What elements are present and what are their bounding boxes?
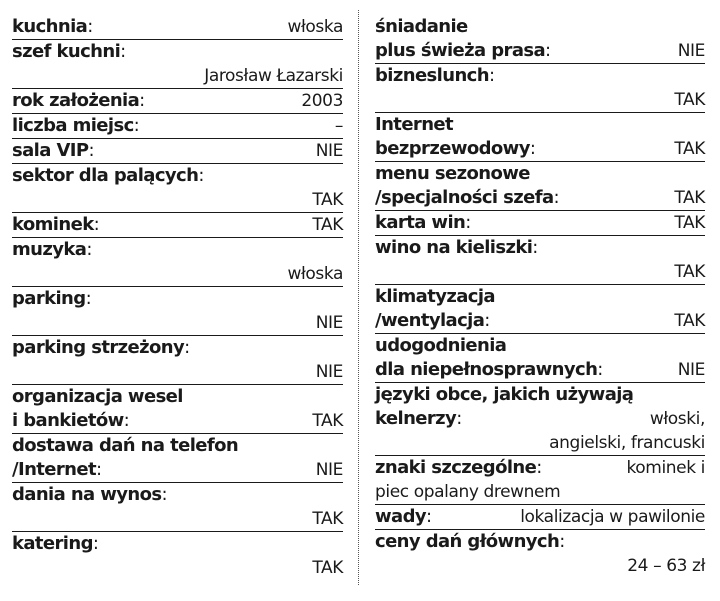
entry-line <box>12 15 343 39</box>
entry-line <box>375 309 705 333</box>
label-colon: : <box>488 65 496 86</box>
label-colon: : <box>529 138 536 159</box>
label-colon: : <box>184 337 191 358</box>
info-entry <box>12 89 343 114</box>
entry-value-continued: piec opalany drewnem <box>375 482 561 502</box>
entry-label: sala VIP <box>12 140 89 161</box>
entry-label: menu sezonowe <box>375 163 530 184</box>
label-colon: : <box>198 165 205 186</box>
label-colon: : <box>85 288 92 309</box>
entry-label: Internet <box>375 114 454 135</box>
entry-line <box>375 530 705 554</box>
entry-line <box>375 285 705 309</box>
entry-line <box>375 358 705 382</box>
entry-line <box>375 505 705 529</box>
entry-value: NIE <box>315 313 343 333</box>
entry-value: – <box>334 116 343 136</box>
entry-line <box>375 39 705 63</box>
column-divider <box>358 10 359 585</box>
entry-value-line <box>12 507 343 531</box>
entry-value-line <box>12 64 343 88</box>
entry-value: 2003 <box>301 91 343 111</box>
entry-line <box>12 139 343 163</box>
entry-label: wady <box>375 506 426 527</box>
entry-line <box>375 456 705 480</box>
entry-label: znaki szczególne <box>375 457 537 478</box>
entry-label: katering <box>12 533 93 554</box>
entry-label: muzyka <box>12 239 87 260</box>
info-entry <box>12 532 343 580</box>
info-entry <box>12 213 343 238</box>
entry-line <box>12 287 343 311</box>
entry-value: Jarosław Łazarski <box>204 66 343 86</box>
entry-value: 24 – 63 zł <box>627 556 705 576</box>
entry-line <box>12 483 343 507</box>
label-colon: : <box>120 41 127 62</box>
entry-value-line <box>12 311 343 335</box>
entry-line <box>375 113 705 137</box>
entry-line <box>12 238 343 262</box>
entry-label: /wentylacja <box>375 310 485 331</box>
entry-value: TAK <box>312 411 343 431</box>
info-entry <box>375 530 705 578</box>
entry-value-line <box>375 480 705 504</box>
entry-label: liczba miejsc <box>12 115 134 136</box>
entry-value: TAK <box>312 509 343 529</box>
label-colon: : <box>426 506 433 527</box>
entry-value: TAK <box>674 262 705 282</box>
entry-value: TAK <box>674 311 705 331</box>
entry-label: wino na kieliszki <box>375 237 533 258</box>
entry-label: śniadanie <box>375 16 468 37</box>
entry-line <box>12 458 343 482</box>
label-colon: : <box>96 459 103 480</box>
entry-value: NIE <box>677 360 705 380</box>
info-entry <box>12 287 343 336</box>
entry-label: i bankietów <box>12 410 124 431</box>
entry-label: klimatyzacja <box>375 286 495 307</box>
entry-label: plus świeża prasa <box>375 40 546 61</box>
label-colon: : <box>536 457 543 478</box>
info-entry <box>375 334 705 383</box>
entry-label: karta win <box>375 212 466 233</box>
entry-label: bizneslunch <box>375 65 489 86</box>
entry-label: parking strzeżony <box>12 337 185 358</box>
entry-line <box>12 40 343 64</box>
label-colon: : <box>92 533 99 554</box>
label-colon: : <box>545 40 552 61</box>
entry-line <box>375 236 705 260</box>
label-colon: : <box>87 16 94 37</box>
entry-line <box>12 336 343 360</box>
entry-label: bezprzewodowy <box>375 138 530 159</box>
label-colon: : <box>86 239 93 260</box>
info-entry <box>12 238 343 287</box>
entry-label: /Internet <box>12 459 97 480</box>
entry-line <box>375 211 705 235</box>
entry-label: kominek <box>12 214 94 235</box>
entry-line <box>375 334 705 358</box>
info-entry <box>12 483 343 532</box>
entry-value: NIE <box>315 141 343 161</box>
entry-value-line <box>375 431 705 455</box>
entry-line <box>12 114 343 138</box>
label-colon: : <box>532 237 539 258</box>
entry-label: dostawa dań na telefon <box>12 435 239 456</box>
entry-value: lokalizacja w pawilonie <box>520 507 705 527</box>
label-colon: : <box>123 410 130 431</box>
info-entry <box>375 162 705 211</box>
info-entry <box>12 114 343 139</box>
info-entry <box>12 336 343 385</box>
entry-line <box>12 434 343 458</box>
info-entry <box>375 15 705 64</box>
entry-value-line <box>12 262 343 286</box>
info-entry <box>375 456 705 505</box>
info-entry <box>375 64 705 113</box>
label-colon: : <box>456 408 463 429</box>
entry-value: TAK <box>312 215 343 235</box>
entry-value: TAK <box>674 139 705 159</box>
entry-label: rok założenia <box>12 90 140 111</box>
entry-label: udogodnienia <box>375 335 507 356</box>
label-colon: : <box>139 90 146 111</box>
label-colon: : <box>133 115 140 136</box>
entry-value: TAK <box>674 188 705 208</box>
entry-line <box>375 15 705 39</box>
entry-value-line <box>12 188 343 212</box>
entry-label: języki obce, jakich używają <box>375 384 634 405</box>
entry-value-line <box>375 554 705 578</box>
entry-label: sektor dla palących <box>12 165 199 186</box>
entry-value-line <box>12 360 343 384</box>
entry-label: ceny dań głównych <box>375 531 560 552</box>
info-entry <box>375 113 705 162</box>
entry-value-line <box>375 260 705 284</box>
entry-value-line <box>12 556 343 580</box>
label-colon: : <box>559 531 566 552</box>
info-entry <box>375 236 705 285</box>
entry-value: TAK <box>312 558 343 578</box>
entry-line <box>375 162 705 186</box>
entry-line <box>375 64 705 88</box>
entry-value: włoski, <box>649 409 705 429</box>
entry-label: organizacja wesel <box>12 386 183 407</box>
info-entry <box>12 385 343 434</box>
entry-value: TAK <box>312 190 343 210</box>
label-colon: : <box>597 359 604 380</box>
info-entry <box>12 434 343 483</box>
entry-value: TAK <box>674 90 705 110</box>
info-entry <box>375 383 705 456</box>
info-entry <box>12 164 343 213</box>
entry-value-line <box>375 88 705 112</box>
info-entry <box>375 285 705 334</box>
label-colon: : <box>465 212 472 233</box>
right-column <box>375 15 705 578</box>
entry-label: szef kuchni <box>12 41 121 62</box>
info-entry <box>375 505 705 530</box>
entry-line <box>375 383 705 407</box>
info-entry <box>375 211 705 236</box>
entry-value: NIE <box>315 362 343 382</box>
label-colon: : <box>553 187 560 208</box>
entry-line <box>12 409 343 433</box>
entry-value: NIE <box>315 460 343 480</box>
entry-line <box>12 213 343 237</box>
entry-line <box>12 532 343 556</box>
entry-label: kuchnia <box>12 16 88 37</box>
entry-line <box>12 164 343 188</box>
label-colon: : <box>93 214 100 235</box>
entry-value: NIE <box>677 41 705 61</box>
info-entry <box>12 40 343 89</box>
entry-value: kominek i <box>626 458 705 478</box>
entry-label: dania na wynos <box>12 484 162 505</box>
entry-line <box>375 137 705 161</box>
entry-label: dla niepełnosprawnych <box>375 359 598 380</box>
entry-label: parking <box>12 288 86 309</box>
left-column <box>12 15 343 580</box>
entry-label: /specjalności szefa <box>375 187 554 208</box>
entry-line <box>12 385 343 409</box>
entry-value: TAK <box>674 213 705 233</box>
label-colon: : <box>161 484 168 505</box>
entry-line <box>375 407 705 431</box>
entry-label: kelnerzy <box>375 408 457 429</box>
info-entry <box>12 15 343 40</box>
entry-line <box>12 89 343 113</box>
entry-value-continued: angielski, francuski <box>549 433 705 453</box>
entry-value: włoska <box>287 264 343 284</box>
label-colon: : <box>88 140 95 161</box>
entry-value: włoska <box>287 17 343 37</box>
info-entry <box>12 139 343 164</box>
label-colon: : <box>484 310 491 331</box>
entry-line <box>375 186 705 210</box>
